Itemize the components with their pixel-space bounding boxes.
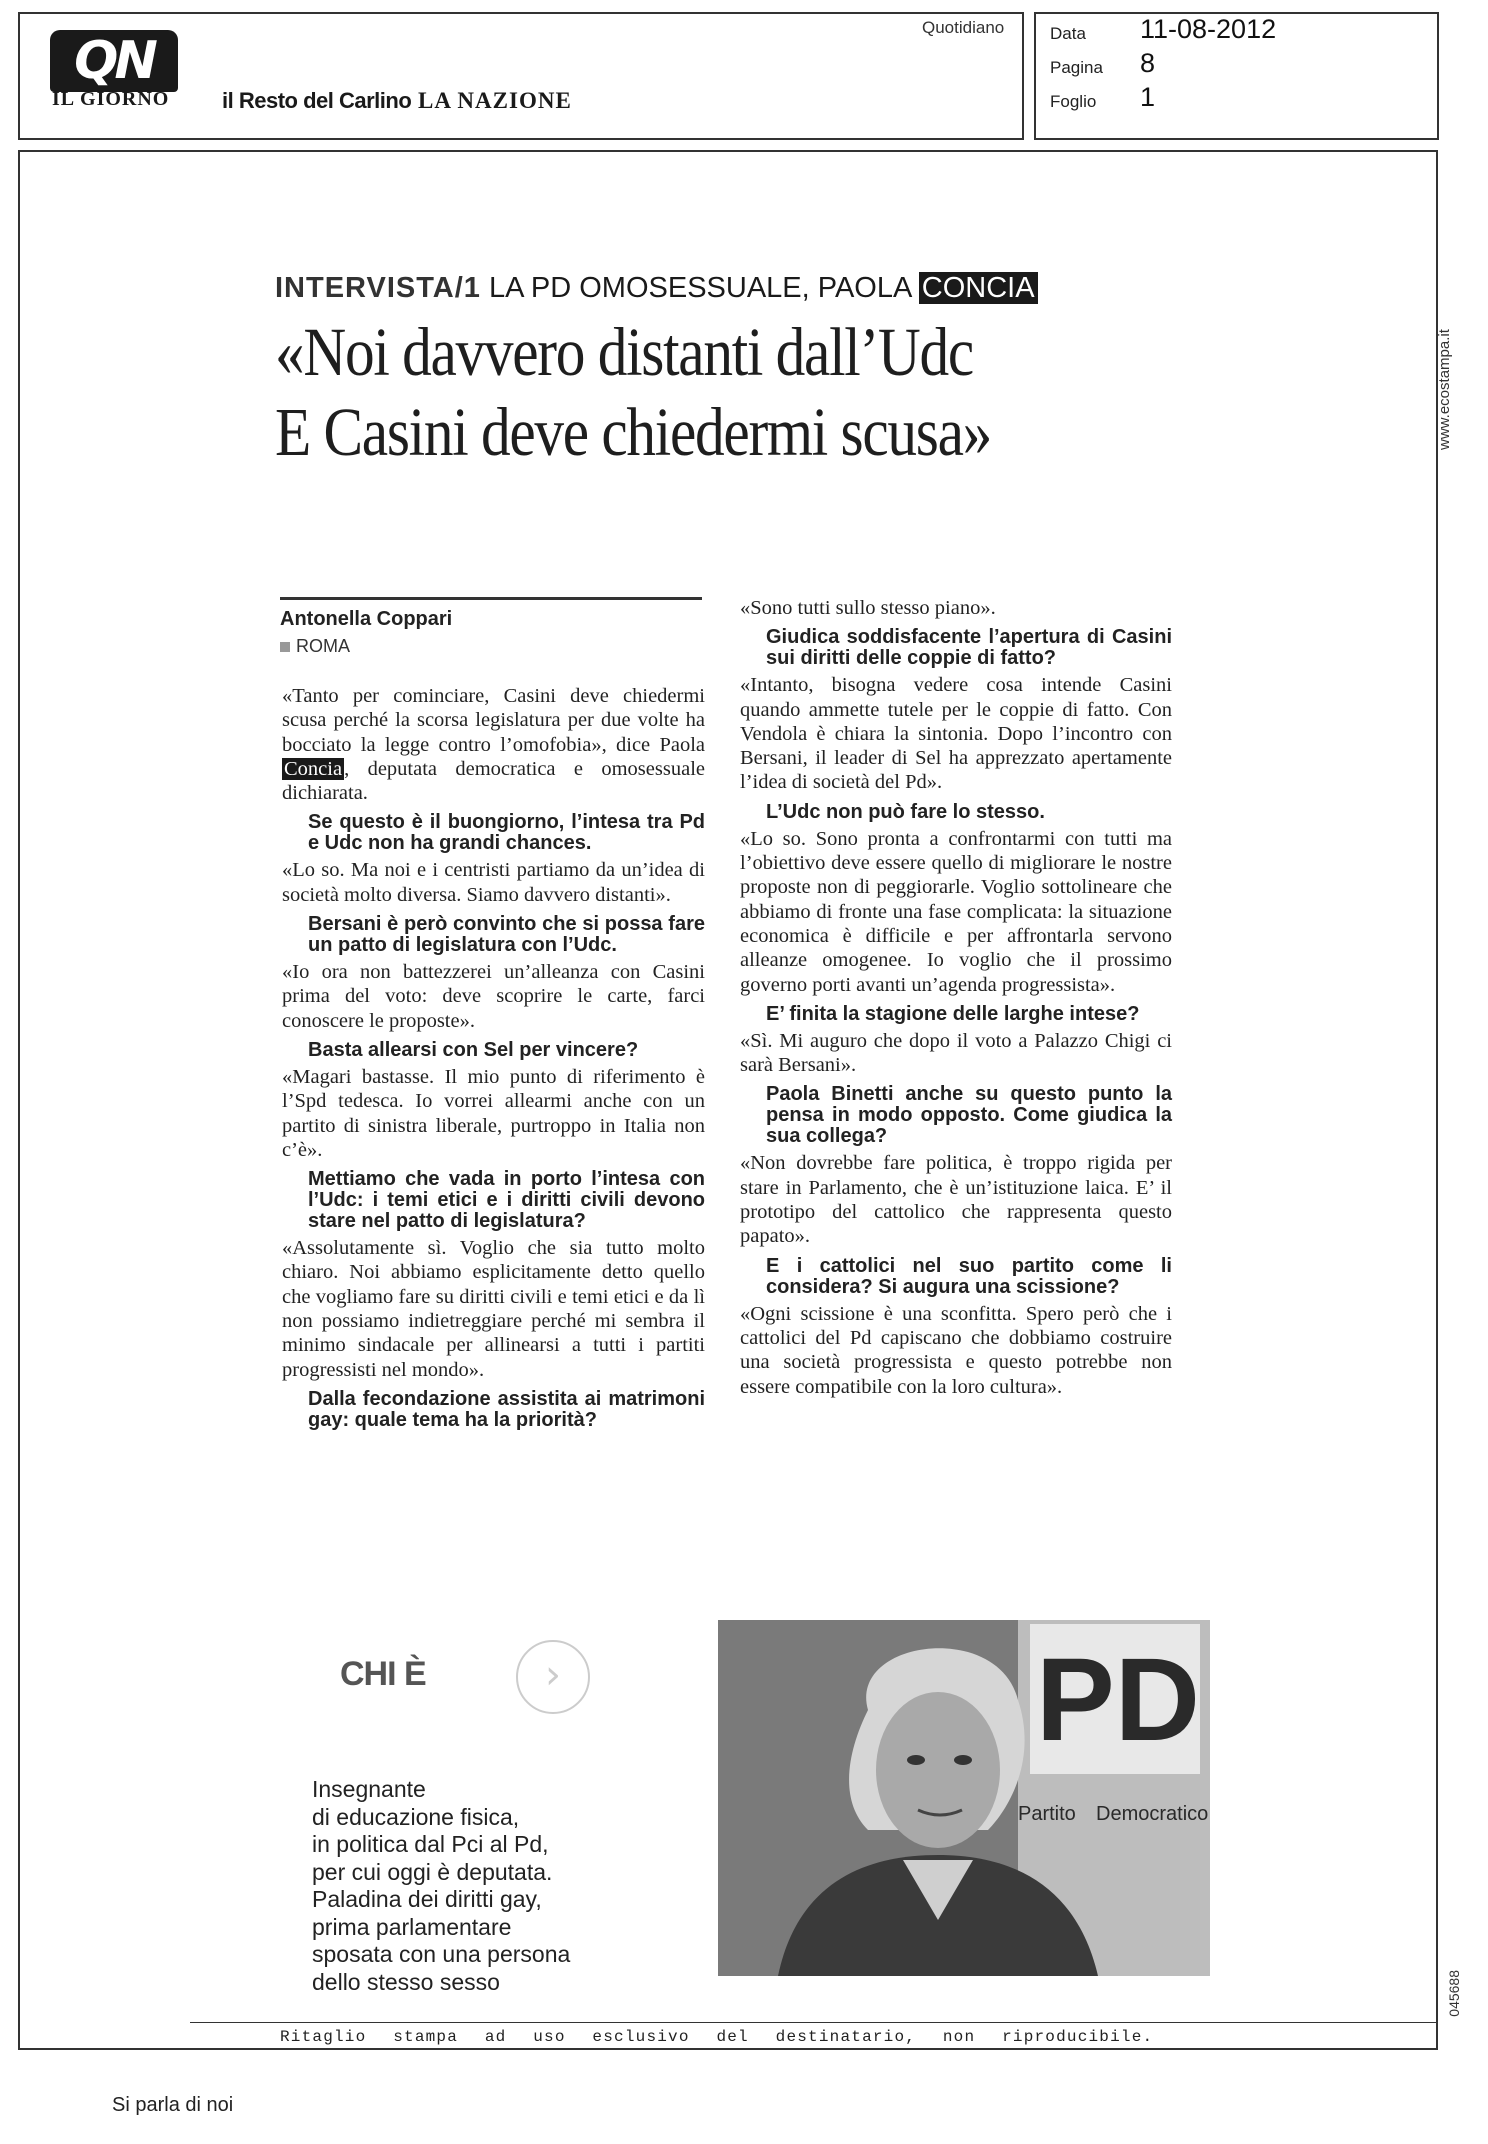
interview-question: Dalla fecondazione assistita ai matrimoni gay: quale tema ha la priorità? [308, 1387, 705, 1431]
portrait-photo [718, 1620, 1210, 1976]
byline-rule [280, 597, 702, 600]
publication-type: Quotidiano [922, 18, 1005, 37]
interview-answer: «Assolutamente sì. Voglio che sia tutto molto chiaro. Noi abbiamo esplicitamente detto quello che vogliamo fare su diritti civili e temi etici e da lì non possiamo indietreggiare perché mi sembra il minimo sindacale per allinearsi a tutti i partiti progressisti nel mondo». [282, 1237, 705, 1381]
chi-e-line: Insegnante [312, 1776, 426, 1802]
interview-question: Paola Binetti anche su questo punto la pensa in modo opposto. Come giudica la sua collega? [766, 1083, 1172, 1148]
clipping-note: Ritaglio stampa ad uso esclusivo del destinatario, non riproducibile. [280, 2028, 1154, 2046]
interview-question: Bersani è però convinto che si possa fare un patto di legislatura con l’Udc. [308, 913, 705, 957]
chi-e-title: CHI È [340, 1655, 426, 1693]
chi-e-line: prima parlamentare [312, 1913, 512, 1940]
dateline [280, 636, 350, 657]
headline-line-2: E Casini deve chiedermi scusa» [275, 394, 992, 470]
kicker-text: LA PD OMOSESSUALE, PAOLA [480, 272, 919, 304]
chi-e-line: di educazione fisica, [312, 1803, 520, 1830]
meta-value-foglio: 1 [1140, 82, 1156, 112]
author: Antonella Coppari [280, 608, 453, 630]
chi-e-line: sposata con una persona [312, 1941, 571, 1967]
interview-answer: «Intanto, bisogna vedere cosa intende Casini quando ammette tutele per le coppie di fatto. Con Vendola è chiara la sintonia. Dopo l’incontro con Bersani, il leader di Sel ha apprezzato apertamente l’idea di società del Pd». [740, 674, 1172, 794]
footer-label: Si parla di noi [112, 2094, 234, 2116]
interview-answer: «Io ora non battezzerei un’alleanza con Casini prima del voto: deve scoprire le carte, farci conoscere le proposte». [282, 961, 705, 1032]
article-column-2 [740, 596, 1172, 1399]
meta-label-foglio: Foglio [1050, 92, 1097, 111]
meta-value-data: 11-08-2012 [1140, 14, 1277, 44]
chi-e-box [312, 1776, 652, 1996]
pd-logo: PD [1036, 1634, 1200, 1766]
meta-label-data: Data [1050, 24, 1086, 43]
interview-answer: «Sì. Mi auguro che dopo il voto a Palazzo Chigi ci sarà Bersani». [740, 1029, 1172, 1077]
answer-text: , deputata democratica e omosessuale dichiarata. [282, 757, 705, 805]
interview-question: E i cattolici nel suo partito come li considera? Si augura una scissione? [766, 1254, 1172, 1298]
interview-question: Se questo è il buongiorno, l’intesa tra Pd e Udc non ha grandi chances. [308, 811, 705, 855]
meta-value-pagina: 8 [1140, 48, 1156, 78]
answer-text: «Tanto per cominciare, Casini deve chiedermi scusa perché la scorsa legislatura per due volte ha bocciato la legge contro l’omofobia», dice Paola [282, 685, 705, 756]
chi-e-line: in politica dal Pci al Pd, [312, 1831, 549, 1857]
interview-question: E’ finita la stagione delle larghe intese? [766, 1002, 1140, 1025]
kicker-highlight: CONCIA [919, 272, 1038, 304]
side-url: www.ecostampa.it [1436, 329, 1453, 450]
meta-label-pagina: Pagina [1050, 58, 1103, 77]
publication-il-giorno: IL GIORNO [52, 88, 170, 110]
name-highlight: Concia [284, 757, 343, 780]
interview-question: Mettiamo che vada in porto l’intesa con l’Udc: i temi etici e i diritti civili devono stare nel patto di legislatura? [308, 1168, 705, 1233]
article-column-1 [282, 684, 705, 1435]
headline [275, 312, 1066, 472]
interview-answer [282, 684, 705, 805]
interview-answer: «Non dovrebbe fare politica, è troppo rigida per stare in Parlamento, che è un’istituzione laica. E’ il prototipo del cattolico che rappresenta questo papato». [740, 1152, 1172, 1248]
square-bullet-icon [280, 642, 290, 652]
side-code: 045688 [1446, 1970, 1462, 2017]
arrow-icon: › [516, 1640, 590, 1714]
interview-answer: «Ogni scissione è una sconfitta. Spero però che i cattolici del Pd capiscano che dobbiamo costruire una società progressista e questo potrebbe non essere compatibile con la loro cultura». [740, 1302, 1172, 1398]
publication-resto-del-carlino: il Resto del Carlino [222, 88, 412, 113]
headline-line-1: «Noi davvero distanti dall’Udc [275, 314, 973, 390]
chi-e-line: dello stesso sesso [312, 1968, 500, 1995]
interview-answer: «Lo so. Ma noi e i centristi partiamo da un’idea di società molto diversa. Siamo davvero distanti». [282, 859, 705, 906]
pd-logo-caption-2: Democratico [1096, 1803, 1209, 1825]
interview-question: L’Udc non può fare lo stesso. [766, 800, 1045, 823]
qn-logo: QN [50, 30, 178, 92]
kicker [275, 272, 1038, 305]
location: ROMA [296, 636, 350, 656]
pd-logo-caption-1: Partito [1018, 1803, 1076, 1825]
interview-question: Giudica soddisfacente l’apertura di Casini sui diritti delle coppie di fatto? [766, 626, 1172, 670]
clipping-rule [190, 2022, 1436, 2023]
interview-answer: «Magari bastasse. Il mio punto di riferimento è l’Spd tedesca. Io vorrei allearmi anche con un partito di sinistra liberale, purtroppo in Italia non c’è». [282, 1065, 705, 1161]
interview-question: Basta allearsi con Sel per vincere? [308, 1038, 639, 1061]
chi-e-line: per cui oggi è deputata. [312, 1858, 553, 1885]
interview-answer: «Sono tutti sullo stesso piano». [740, 597, 996, 619]
kicker-label: INTERVISTA/1 [275, 272, 481, 304]
interview-answer: «Lo so. Sono pronta a confrontarmi con tutti ma l’obiettivo deve essere quello di migliorare le nostre proposte non di peggiorarle. Voglio sottolineare che abbiamo di fronte una fase complicata: la situazione economica è difficile e per affrontarla servono alleanze omogenee. Io voglio che il prossimo governo porti avanti un’agenda progressista». [740, 827, 1172, 996]
portrait-illustration [718, 1620, 1210, 1976]
publication-la-nazione: LA NAZIONE [418, 88, 572, 113]
chi-e-line: Paladina dei diritti gay, [312, 1886, 542, 1912]
